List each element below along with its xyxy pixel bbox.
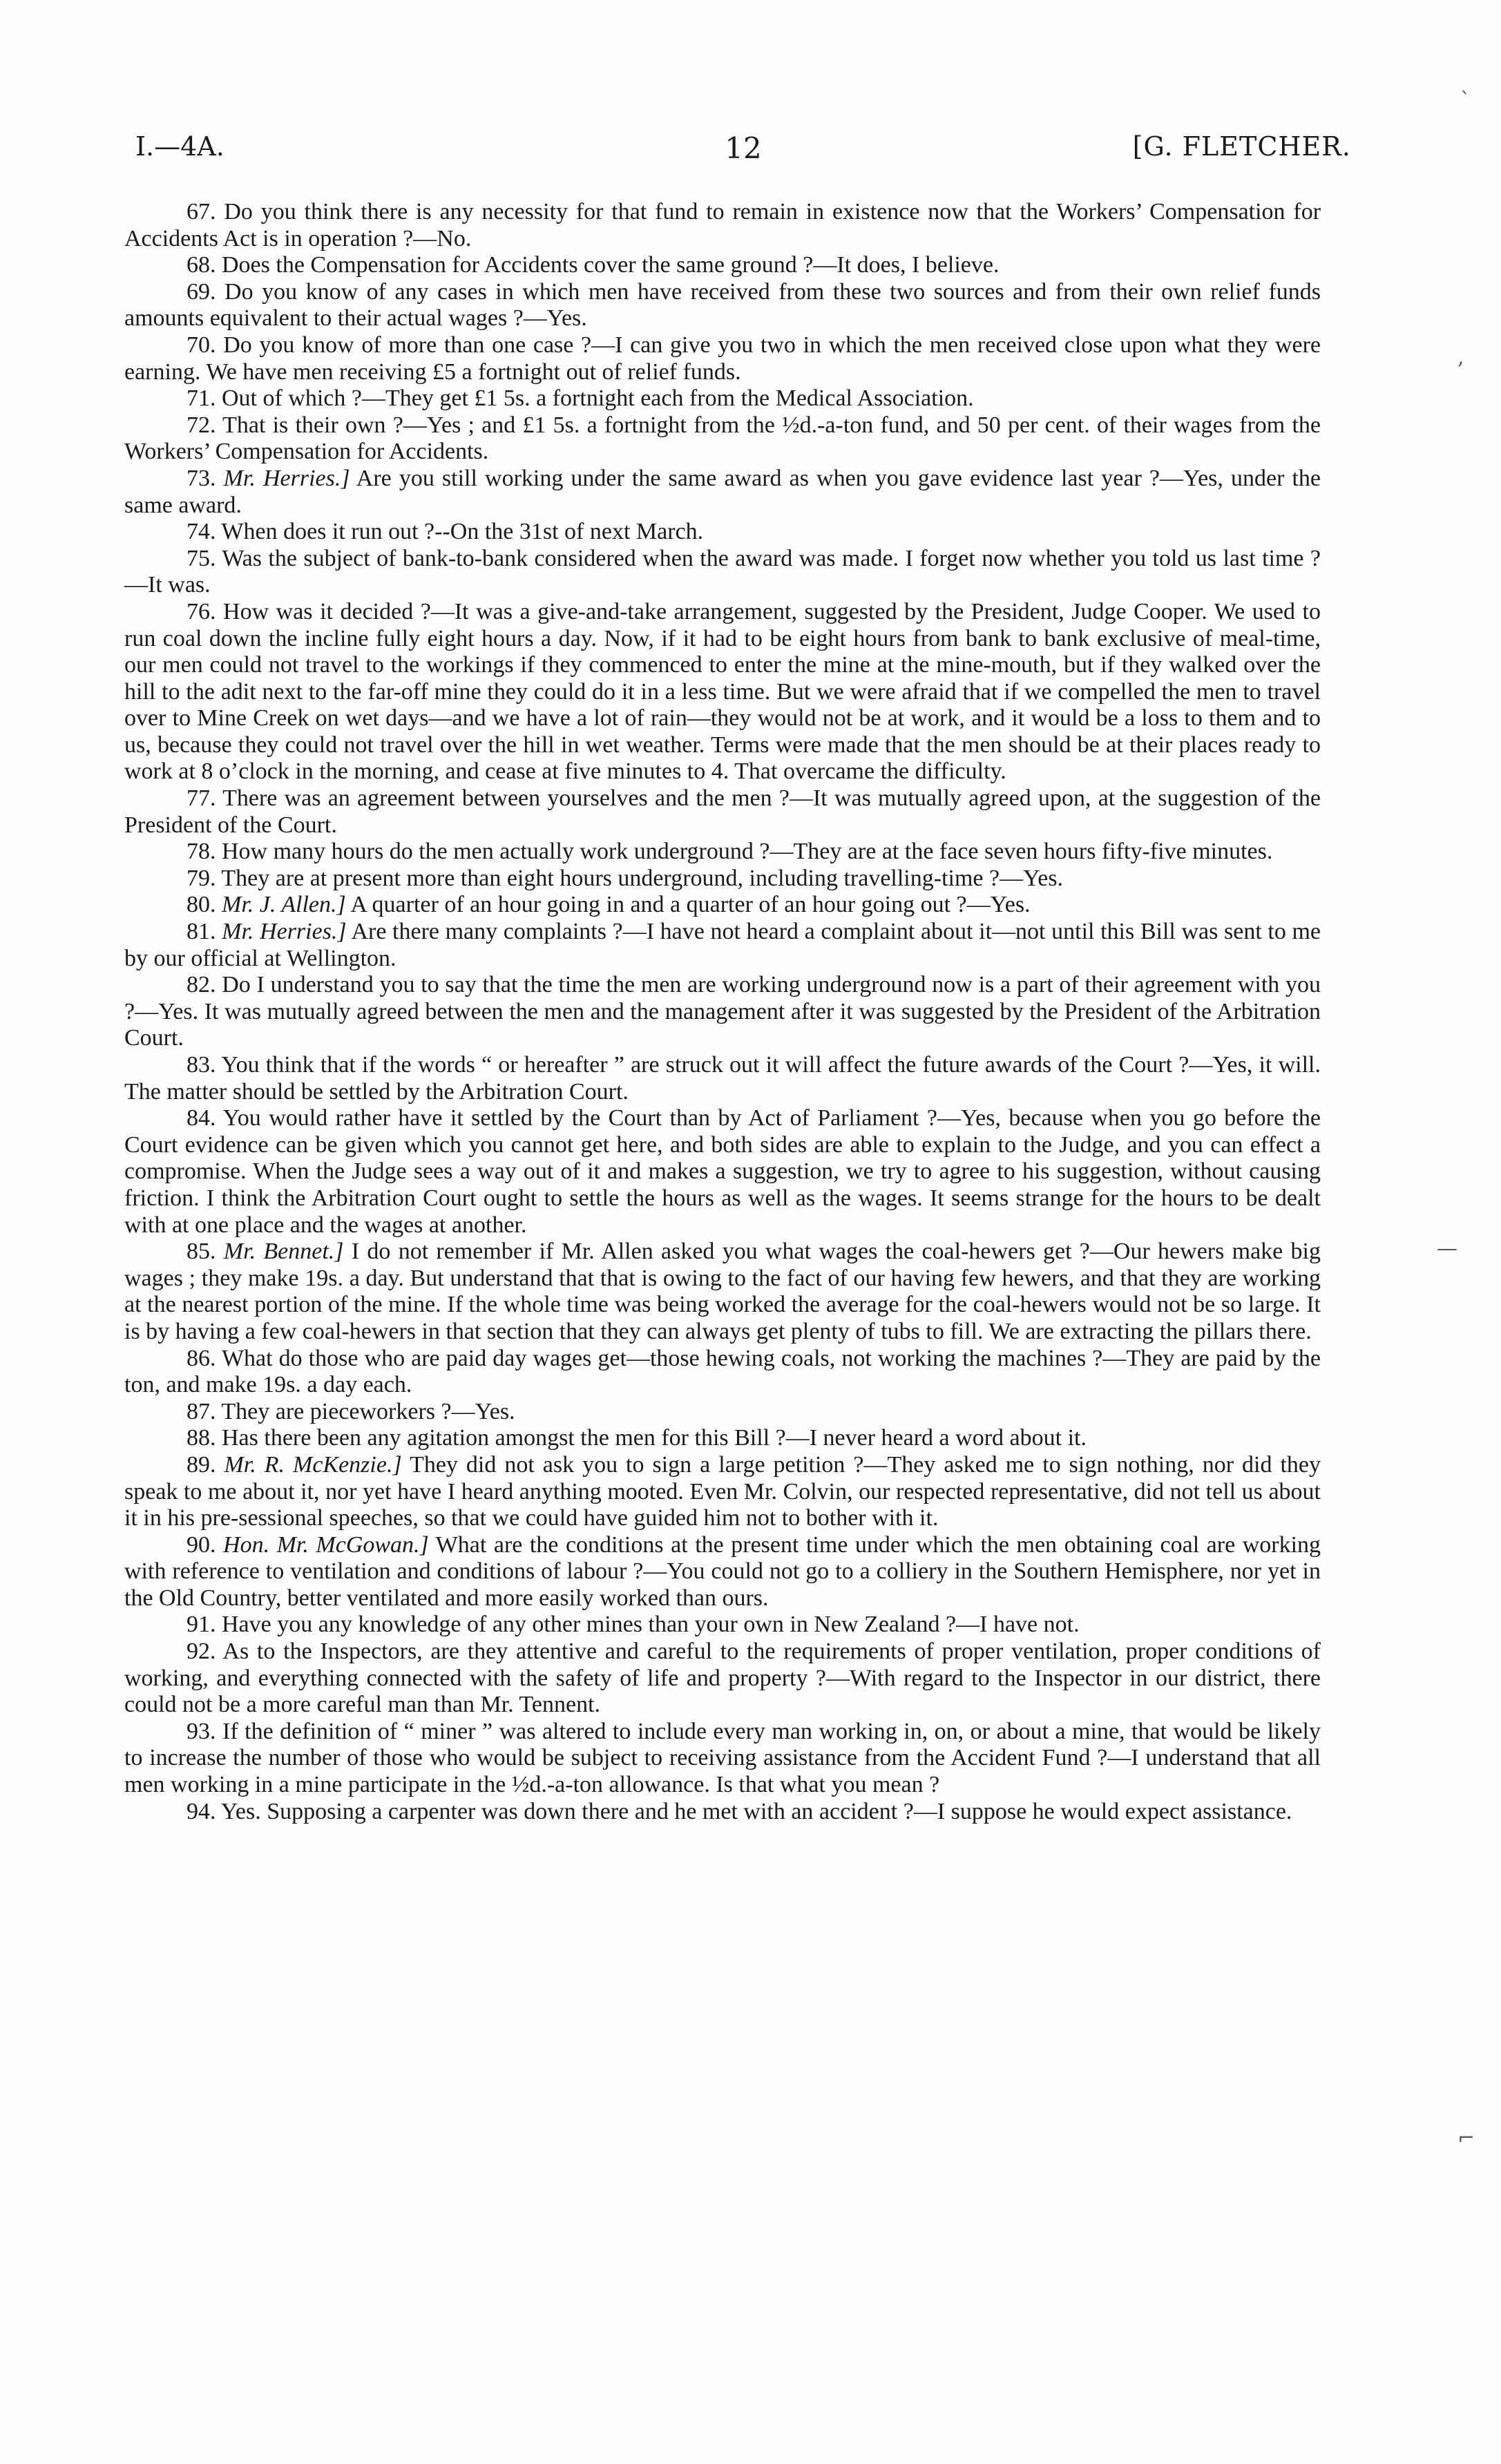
question-answer-paragraph — [124, 279, 1321, 332]
paragraph-text: Do you know of more than one case ?—I can give you two in which the men received close upon what they were earning. We have men receiving £5 a fortnight out of relief funds. — [124, 332, 1321, 385]
question-answer-paragraph — [124, 1719, 1321, 1799]
question-answer-paragraph — [124, 1799, 1321, 1826]
question-answer-paragraph — [124, 466, 1321, 519]
question-number: 70. — [187, 332, 216, 358]
question-number: 72. — [187, 412, 216, 438]
stray-mark: ⌐ — [1457, 2126, 1475, 2150]
question-answer-paragraph — [124, 546, 1321, 599]
paragraph-text: Have you any knowledge of any other mines than your own in New Zealand ?—I have not. — [222, 1612, 1080, 1638]
question-number: 79. — [187, 865, 216, 891]
question-number: 82. — [187, 972, 216, 998]
question-number: 86. — [187, 1345, 216, 1371]
paragraph-text: Out of which ?—They get £1 5s. a fortnight each from the Medical Association. — [222, 385, 974, 412]
paragraph-text: A quarter of an hour going in and a quarter of an hour going out ?—Yes. — [350, 892, 1031, 918]
question-number: 73. — [187, 465, 216, 491]
question-answer-paragraph — [124, 1612, 1321, 1639]
question-number: 94. — [187, 1798, 216, 1824]
question-number: 67. — [187, 199, 216, 225]
question-number: 77. — [187, 785, 216, 812]
paragraph-text: If the definition of “ miner ” was altered to include every man working in, on, or about a mine, that would be likely to increase the number of those who would be subject to receiving assistance from the Accident Fund ?—I understand that all men working in a mine participate in the ½d.-a-ton allowance. Is that what you mean ? — [124, 1718, 1321, 1798]
paragraph-text: Was the subject of bank-to-bank considered when the award was made. I forget now whether you told us last time ?—It was. — [124, 545, 1321, 598]
question-answer-paragraph — [124, 252, 1321, 279]
question-answer-paragraph — [124, 599, 1321, 785]
question-number: 68. — [187, 252, 216, 278]
stray-mark: ` — [1460, 88, 1471, 113]
paragraph-text: Has there been any agitation amongst the men for this Bill ?—I never heard a word about it. — [222, 1425, 1087, 1451]
paragraph-text: Do you think there is any necessity for that fund to remain in existence now that the Workers’ Compensation for Accidents Act is in operation ?—No. — [124, 199, 1321, 251]
paragraph-text: When does it run out ?--On the 31st of next March. — [221, 519, 704, 545]
paragraph-text: As to the Inspectors, are they attentive and careful to the requirements of proper ventilation, proper conditions of working, and everything connected with the safety of life and property ?—With regard to the Inspector in our district, there could not be a more careful man than Mr. Tennent. — [124, 1639, 1321, 1718]
question-answer-paragraph — [124, 1425, 1321, 1452]
question-answer-paragraph — [124, 519, 1321, 546]
page-header — [135, 131, 1351, 173]
question-answer-paragraph — [124, 1452, 1321, 1532]
evidence-body — [124, 199, 1321, 1825]
question-answer-paragraph — [124, 1399, 1321, 1426]
stray-mark: , — [1457, 345, 1464, 370]
question-answer-paragraph — [124, 1105, 1321, 1239]
paragraph-text: That is their own ?—Yes ; and £1 5s. a fortnight from the ½d.-a-ton fund, and 50 per cent. of their wages from the Workers’ Compensation for Accidents. — [124, 412, 1321, 465]
question-answer-paragraph — [124, 1639, 1321, 1719]
page-number: 12 — [725, 131, 762, 165]
paragraph-text: How many hours do the men actually work underground ?—They are at the face seven hours fifty-five minutes. — [222, 839, 1273, 865]
question-number: 74. — [187, 519, 216, 545]
paragraph-text: Are there many complaints ?—I have not heard a complaint about it—not until this Bill was sent to me by our official at Wellington. — [124, 919, 1321, 971]
paragraph-text: Yes. Supposing a carpenter was down there and he met with an accident ?—I suppose he would expect assistance. — [220, 1798, 1292, 1824]
question-number: 71. — [187, 385, 216, 412]
question-number: 93. — [187, 1718, 216, 1744]
question-answer-paragraph — [124, 412, 1321, 466]
question-number: 83. — [187, 1052, 216, 1078]
paragraph-text: Are you still working under the same award as when you gave evidence last year ?—Yes, under the same award. — [124, 465, 1321, 518]
question-number: 80. — [187, 892, 216, 918]
question-answer-paragraph — [124, 866, 1321, 892]
question-number: 89. — [187, 1451, 216, 1478]
paragraph-text: There was an agreement between yourselves and the men ?—It was mutually agreed upon, at the suggestion of the President of the Court. — [124, 785, 1321, 838]
paragraph-text: They did not ask you to sign a large petition ?—They asked me to sign nothing, nor did they speak to me about it, nor yet have I heard anything mooted. Even Mr. Colvin, our respected representative, did not tell us about it in his pre-sessional speeches, so that we could have guided him not to bother with it. — [124, 1451, 1321, 1531]
question-number: 88. — [187, 1425, 216, 1451]
question-answer-paragraph — [124, 1532, 1321, 1612]
question-answer-paragraph — [124, 919, 1321, 972]
question-number: 92. — [187, 1639, 216, 1665]
question-answer-paragraph — [124, 839, 1321, 866]
paragraph-text: How was it decided ?—It was a give-and-take arrangement, suggested by the President, Judge Cooper. We used to run coal down the incline fully eight hours a day. Now, if it had to be eight hours from bank to bank exclusive of meal-time, our men could not travel to the workings if they commenced to enter the mine at the mine-mouth, but if they walked over the hill to the adit next to the far-off mine they could do it in a less time. But we were afraid that if we compelled the men to travel over to Mine Creek on wet days—and we have a lot of rain—they would not be at work, and it would be a loss to them and to us, because they could not travel over the hill in wet weather. Terms were made that the men should be at their places ready to work at 8 o’clock in the morning, and cease at five minutes to 4. That overcame the difficulty. — [124, 598, 1321, 785]
paragraph-text: What do those who are paid day wages get—those hewing coals, not working the machines ?—They are paid by the ton, and make 19s. a day each. — [124, 1345, 1321, 1398]
question-answer-paragraph — [124, 385, 1321, 412]
speaker-name: Mr. Bennet.] — [223, 1239, 344, 1265]
question-number: 81. — [187, 919, 216, 945]
question-number: 90. — [187, 1531, 216, 1558]
speaker-name: Mr. J. Allen.] — [222, 892, 346, 918]
paragraph-text: They are at present more than eight hours underground, including travelling-time ?—Yes. — [221, 865, 1064, 891]
paragraph-text: You would rather have it settled by the Court than by Act of Parliament ?—Yes, because when you go before the Court evidence can be given which you cannot get here, and both sides are able to explain to the Judge, and you can effect a compromise. When the Judge sees a way out of it and makes a suggestion, we try to agree to his suggestion, without causing friction. I think the Arbitration Court ought to settle the hours as well as the wages. It seems strange for the hours to be dealt with at one place and the wages at another. — [124, 1105, 1321, 1238]
paragraph-text: You think that if the words “ or hereafter ” are struck out it will affect the future awards of the Court ?—Yes, it will. The matter should be settled by the Arbitration Court. — [124, 1052, 1321, 1105]
question-number: 84. — [187, 1105, 216, 1131]
question-answer-paragraph — [124, 785, 1321, 839]
speaker-name: Mr. R. McKenzie.] — [224, 1451, 402, 1478]
speaker-name: Mr. Herries.] — [222, 919, 347, 945]
question-number: 76. — [187, 598, 216, 624]
question-answer-paragraph — [124, 892, 1321, 919]
paragraph-text: They are pieceworkers ?—Yes. — [221, 1398, 515, 1424]
witness-name: [G. FLETCHER. — [1132, 131, 1351, 162]
question-answer-paragraph — [124, 1346, 1321, 1399]
question-number: 85. — [187, 1239, 216, 1265]
question-answer-paragraph — [124, 972, 1321, 1052]
question-number: 78. — [187, 839, 216, 865]
paragraph-text: I do not remember if Mr. Allen asked you what wages the coal-hewers get ?—Our hewers make big wages ; they make 19s. a day. But understand that that is owing to the fact of our having few hewers, and that they are working at the nearest portion of the mine. If the whole time was being worked the average for the coal-hewers would not be so large. It is by having a few coal-hewers in that section that they can always get plenty of tubs to fill. We are extracting the pillars there. — [124, 1239, 1321, 1344]
paragraph-text: Do I understand you to say that the time the men are working underground now is a part of their agreement with you ?—Yes. It was mutually agreed between the men and the management after it was suggested by the President of the Arbitration Court. — [124, 972, 1321, 1051]
paper-reference: I.—4A. — [135, 131, 224, 162]
question-answer-paragraph — [124, 199, 1321, 252]
question-answer-paragraph — [124, 332, 1321, 385]
paragraph-text: Do you know of any cases in which men have received from these two sources and from their own relief funds amounts equivalent to their actual wages ?—Yes. — [124, 278, 1321, 332]
question-number: 87. — [187, 1398, 216, 1424]
question-number: 91. — [187, 1612, 216, 1638]
paragraph-text: What are the conditions at the present time under which the men obtaining coal are working with reference to ventilation and conditions of labour ?—You could not go to a colliery in the Southern Hemisphere, nor yet in the Old Country, better ventilated and more easily worked than ours. — [124, 1531, 1321, 1611]
stray-mark: — — [1437, 1236, 1457, 1261]
speaker-name: Hon. Mr. McGowan.] — [223, 1531, 429, 1558]
question-answer-paragraph — [124, 1052, 1321, 1105]
question-number: 69. — [187, 278, 216, 305]
speaker-name: Mr. Herries.] — [223, 465, 350, 491]
paragraph-text: Does the Compensation for Accidents cover the same ground ?—It does, I believe. — [222, 252, 1000, 278]
question-answer-paragraph — [124, 1239, 1321, 1345]
question-number: 75. — [187, 545, 216, 571]
